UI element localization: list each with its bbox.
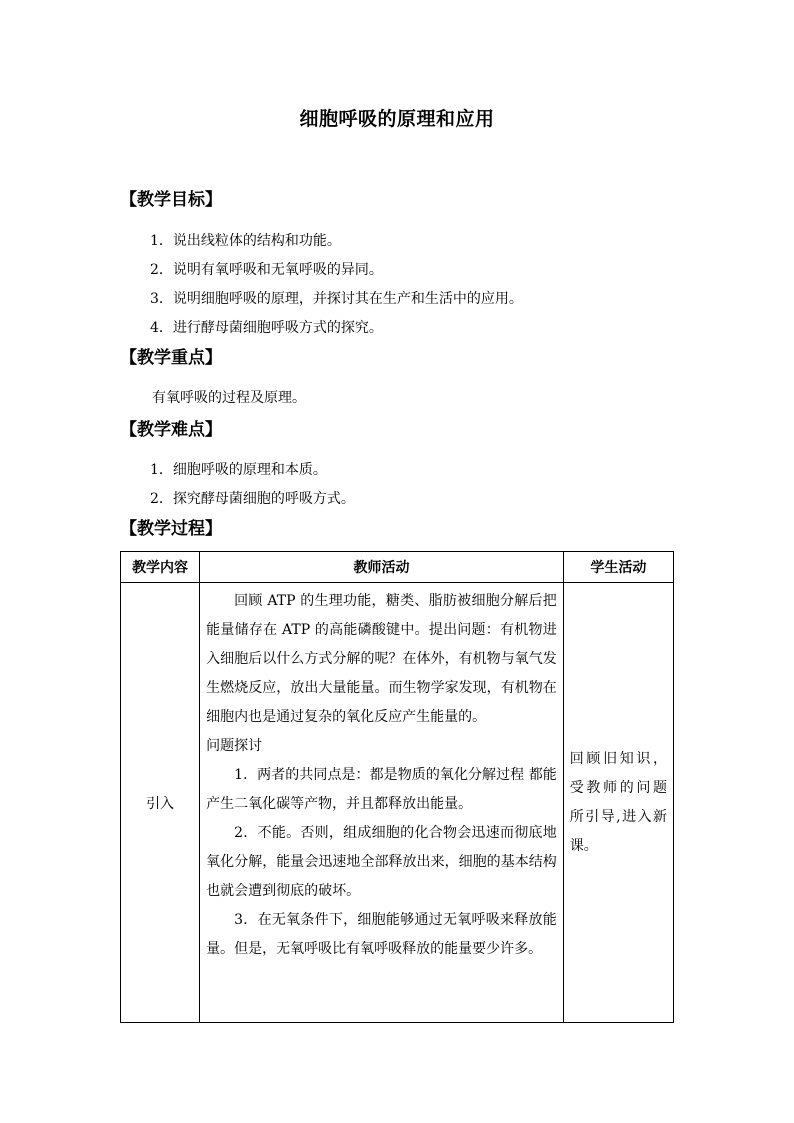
objective-item: 2．说明有氧呼吸和无氧呼吸的异同。 xyxy=(150,262,383,278)
difficulties-list xyxy=(150,456,355,514)
row-student-cell: 回顾旧知识，受教师的问题所引导,进入新课。 xyxy=(563,583,673,1023)
teacher-paragraph: 3．在无氧条件下，细胞能够通过无氧呼吸来释放能量。但是，无氧呼吸比有氧呼吸释放的能量要少许多。 xyxy=(206,912,557,957)
header-content: 教学内容 xyxy=(121,552,200,583)
teacher-paragraph: 2．不能。否则，组成细胞的化合物会迅速而彻底地氧化分解，能量会迅速地全部释放出来，细胞的基本结构也就会遭到彻底的破坏。 xyxy=(206,825,557,899)
table-header-row xyxy=(121,552,674,583)
difficulty-item: 1．细胞呼吸的原理和本质。 xyxy=(150,462,327,478)
row-teacher-cell xyxy=(200,583,564,1023)
key-points-heading: 【教学重点】 xyxy=(120,348,222,368)
difficulty-item: 2．探究酵母菌细胞的呼吸方式。 xyxy=(150,491,355,507)
teaching-process-table xyxy=(120,551,674,1023)
difficulties-heading: 【教学难点】 xyxy=(120,420,222,440)
objectives-list xyxy=(150,227,523,343)
objective-item: 4．进行酵母菌细胞呼吸方式的探究。 xyxy=(150,320,383,336)
teacher-subheading: 问题探讨 xyxy=(206,738,263,754)
header-teacher: 教师活动 xyxy=(200,552,564,583)
header-student: 学生活动 xyxy=(563,552,673,583)
table-row xyxy=(121,583,674,1023)
objective-item: 3．说明细胞呼吸的原理，并探讨其在生产和生活中的应用。 xyxy=(150,291,523,307)
teacher-paragraph: 回顾 ATP 的生理功能，糖类、脂肪被细胞分解后把能量储存在 ATP 的高能磷酸键中。提出问题：有机物进入细胞后以什么方式分解的呢？在体外，有机物与氧气发生燃烧反应，放出大量能量。而生物学家发现，有机物在细胞内也是通过复杂的氧化反应产生能量的。 xyxy=(206,593,557,725)
key-points-text: 有氧呼吸的过程及原理。 xyxy=(152,390,306,406)
process-heading: 【教学过程】 xyxy=(120,519,222,539)
row-content-cell: 引入 xyxy=(121,583,200,1023)
document-title: 细胞呼吸的原理和应用 xyxy=(299,108,495,130)
objectives-heading: 【教学目标】 xyxy=(120,190,222,210)
teacher-paragraph: 1．两者的共同点是：都是物质的氧化分解过程 都能产生二氧化碳等产物，并且都释放出能量。 xyxy=(206,767,557,812)
objective-item: 1．说出线粒体的结构和功能。 xyxy=(150,233,341,249)
